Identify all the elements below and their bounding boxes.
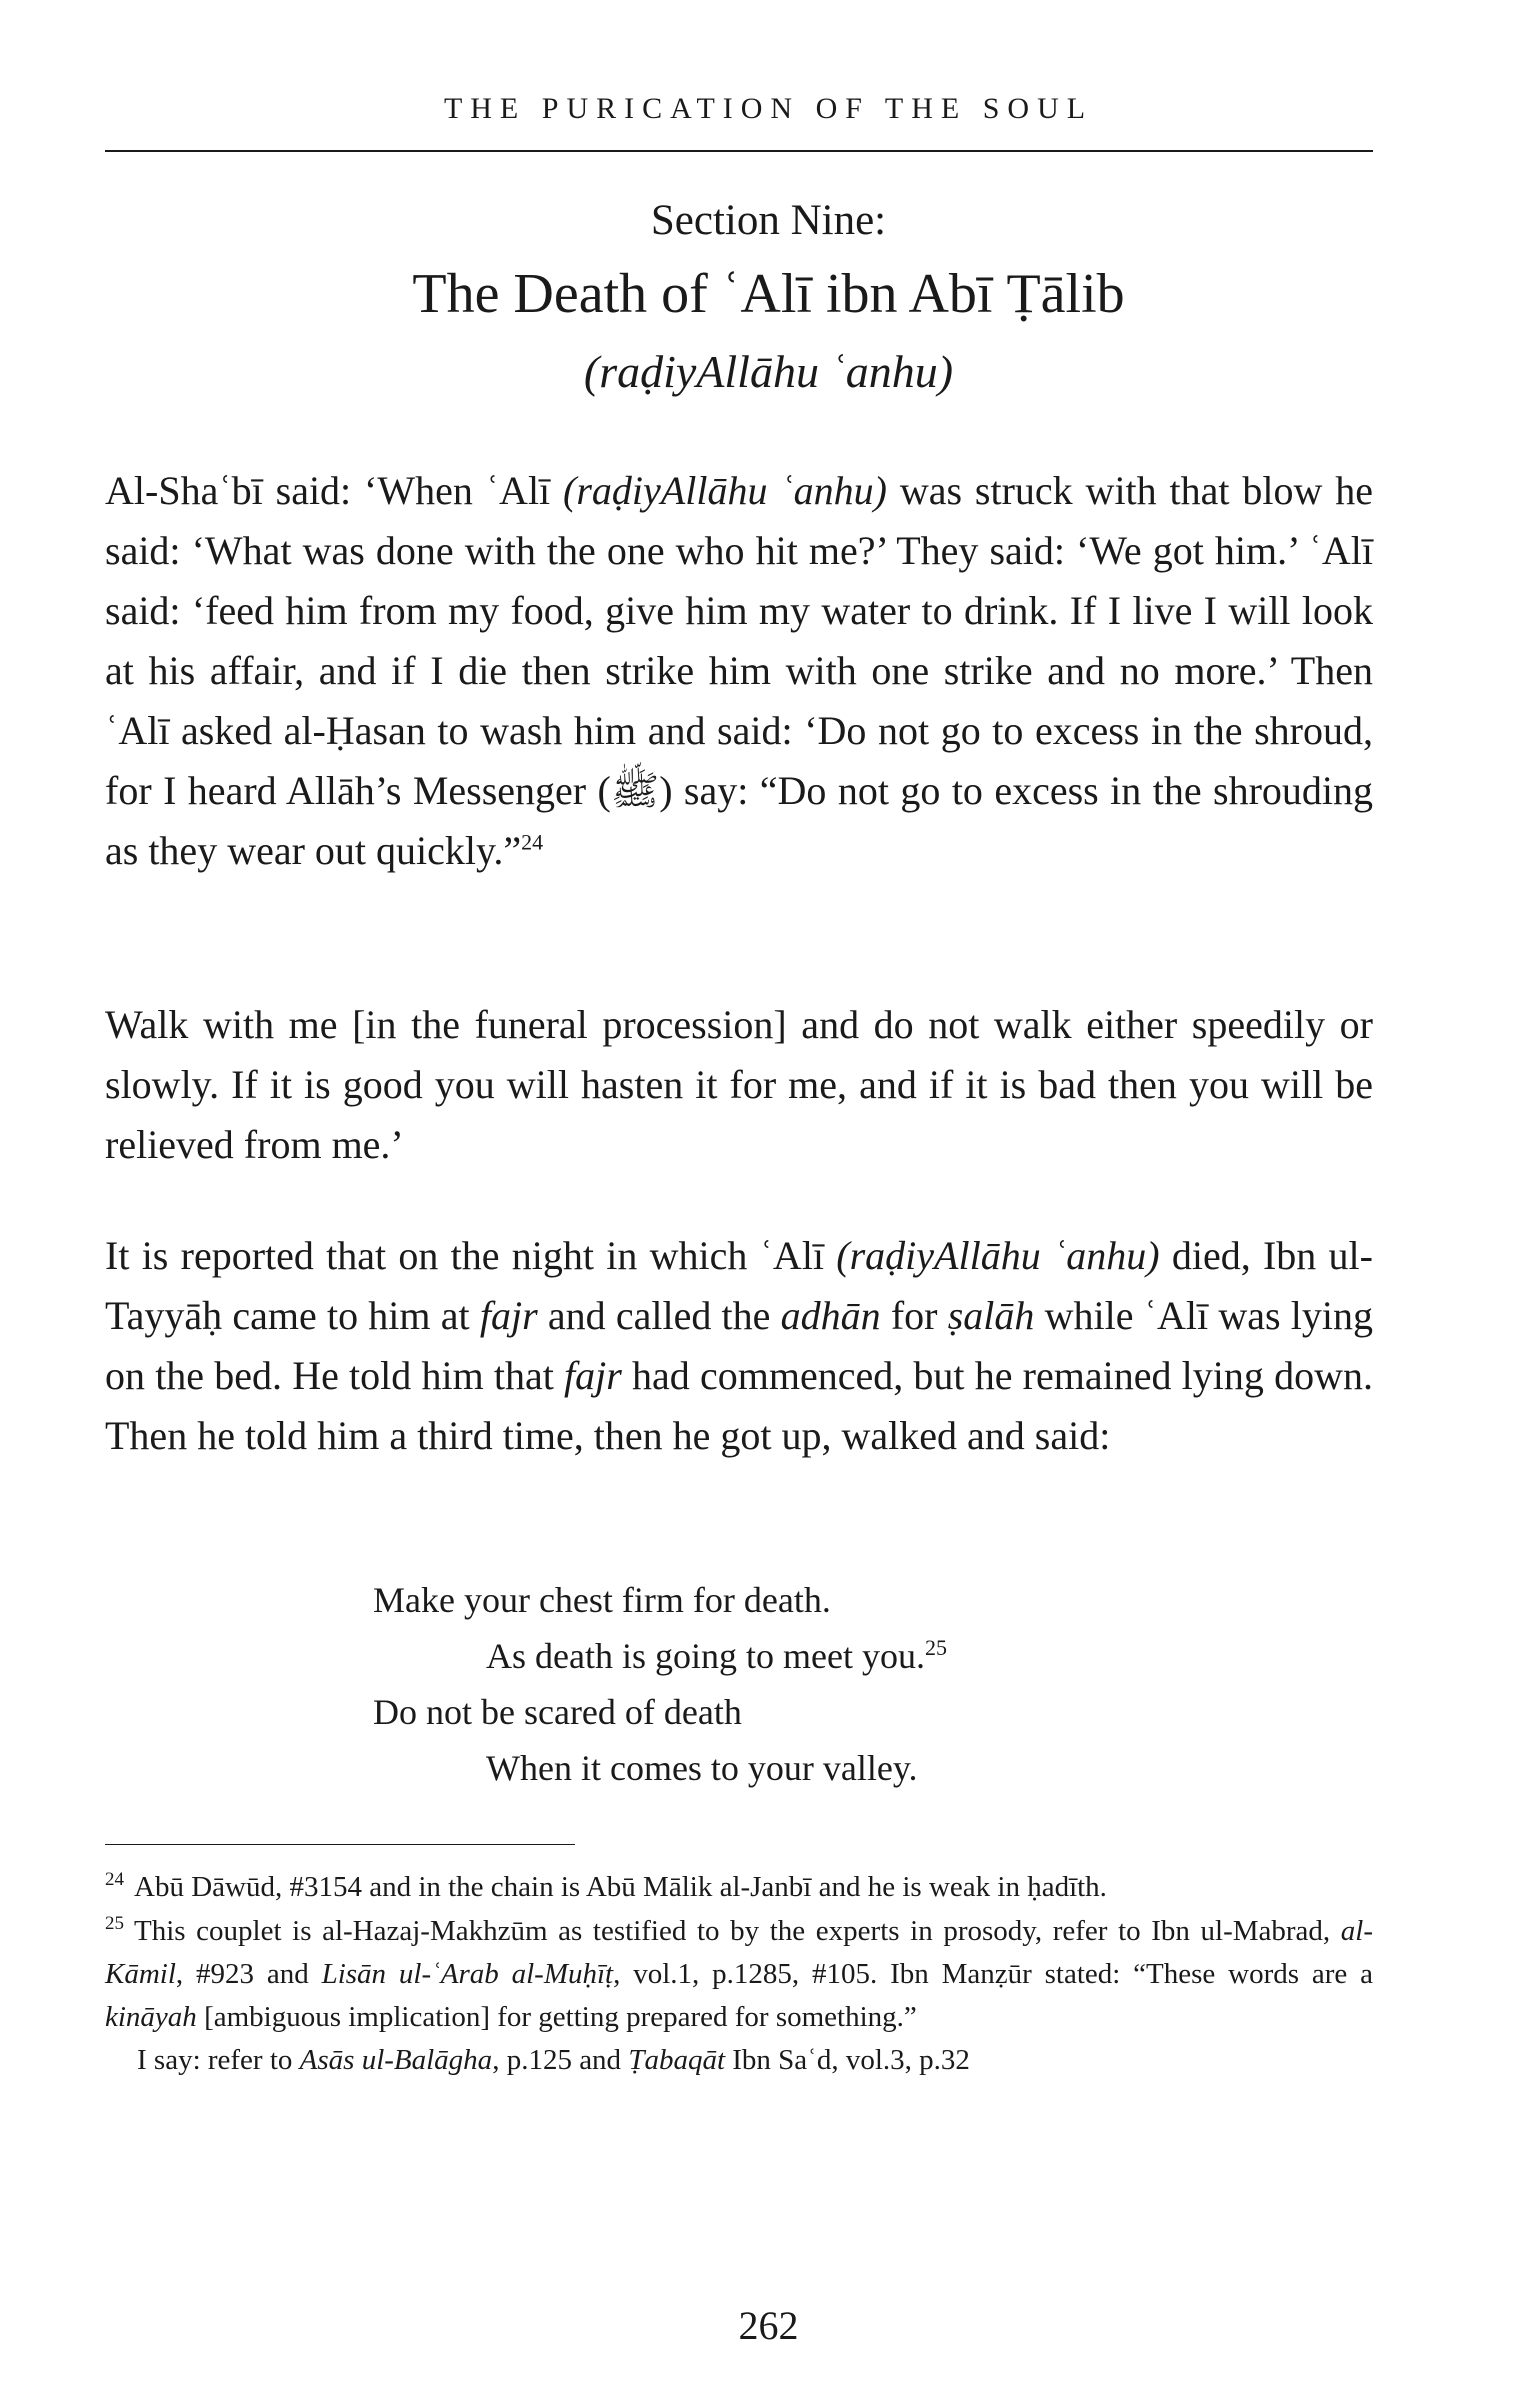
footnote-text: I say: refer to — [137, 2044, 300, 2076]
book-title: al-Kāmil — [105, 1915, 1373, 1990]
verse-line-1: Make your chest firm for death. — [373, 1580, 831, 1620]
text-run: while ʿAlī was lying on the bed. He told him that — [105, 1293, 1374, 1398]
book-title: Lisān ul-ʿArab al-Muḥīṭ — [321, 1958, 614, 1990]
footnote-rule — [105, 1844, 575, 1845]
text-run: and called the — [537, 1293, 781, 1338]
footnote-number: 25 — [105, 1913, 124, 1935]
text-run: had commenced, but he remained lying down. Then he told him a third time, then he got up, walked and said: — [105, 1353, 1373, 1458]
term: ṣalāh — [947, 1293, 1035, 1338]
honorific: (raḍiyAllāhu ʿanhu) — [563, 468, 887, 513]
footnote-text: This couplet is al-Hazaj-Makhzūm as testified to by the experts in prosody, refer to Ibn ul-Mabrad, — [134, 1915, 1341, 1947]
footnote-25 — [105, 1910, 1373, 2082]
text-run: It is reported that on the night in which ʿAlī — [105, 1233, 837, 1278]
verse-line-3: Do not be scared of death — [373, 1692, 742, 1732]
paragraph-night-of-death — [105, 1226, 1373, 1466]
verse-line-4: When it comes to your valley. — [486, 1748, 918, 1788]
term: adhān — [780, 1293, 881, 1338]
paragraph-funeral-procession: Walk with me [in the funeral procession] and do not walk either speedily or slowly. If it is good you will hasten it for me, and if it is bad then you will be relieved from me.’ — [105, 1002, 1373, 1167]
text-run: was struck with that blow he said: ‘What was done with the one who hit me?’ They said: ‘We got him.’ ʿAlī said: ‘feed him from my food, give him my water to drink. If I live I will look at his affair, and if I die then strike him with one strike and no more.’ Then ʿAlī asked al-Ḥasan to wash him and said: ‘Do not go to excess in the shroud, for I heard Allāh’s Messenger (ﷺ) say: “Do not go to excess in the shrouding as they wear out quickly.” — [105, 468, 1374, 873]
paragraph-shabi-report — [105, 461, 1373, 881]
section-label: Section Nine: — [650, 197, 887, 244]
running-head: THE PURICATION OF THE SOUL — [443, 92, 1094, 125]
chapter-subtitle: (raḍiyAllāhu ʿanhu) — [583, 346, 954, 397]
footnote-text: , p.125 and — [492, 2044, 629, 2076]
footnote-text: , #923 and — [175, 1958, 322, 1990]
footnote-text: Abū Dāwūd, #3154 and in the chain is Abū Mālik al-Janbī and he is weak in ḥadīth. — [134, 1871, 1107, 1903]
verse-text: As death is going to meet you. — [486, 1636, 925, 1676]
footnote-text: [ambiguous implication] for getting prepared for something.” — [196, 2001, 917, 2033]
page-number: 262 — [738, 2303, 799, 2348]
honorific: (raḍiyAllāhu ʿanhu) — [836, 1233, 1160, 1278]
text-run: Al-Shaʿbī said: ‘When ʿAlī — [105, 468, 564, 513]
footnote-number: 24 — [105, 1869, 124, 1891]
footnote-continuation — [105, 2039, 1373, 2082]
chapter-title: The Death of ʿAlī ibn Abī Ṭālib — [412, 263, 1125, 325]
footnote-ref-24[interactable]: 24 — [521, 829, 544, 855]
header-rule — [105, 150, 1373, 152]
footnote-text: Ibn Saʿd, vol.3, p.32 — [725, 2044, 970, 2076]
book-title: Ṭabaqāt — [628, 2044, 725, 2076]
text-run: for — [880, 1293, 948, 1338]
verse-line-2 — [486, 1634, 947, 1678]
term: fajr — [479, 1293, 538, 1338]
footnote-ref-25[interactable]: 25 — [924, 1635, 947, 1660]
term: fajr — [564, 1353, 622, 1398]
term: kināyah — [105, 2001, 197, 2033]
text-run: died, Ibn ul-Tayyāḥ came to him at — [105, 1233, 1373, 1338]
book-title: Asās ul-Balāgha — [299, 2044, 493, 2076]
footnote-24 — [105, 1866, 1373, 1909]
footnote-text: , vol.1, p.1285, #105. Ibn Manẓūr stated: “These words are a — [613, 1958, 1373, 1990]
